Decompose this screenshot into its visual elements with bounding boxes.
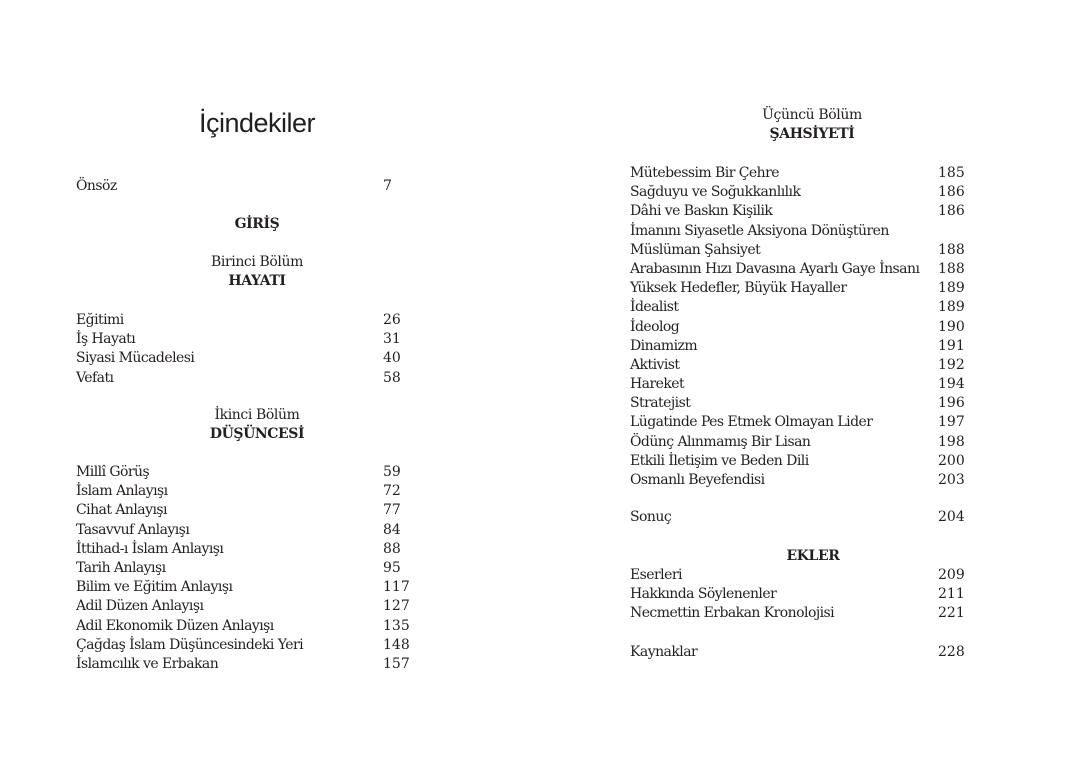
sonuc-entry xyxy=(630,508,965,527)
toc-entry xyxy=(630,585,965,604)
entry-label: Aktivist xyxy=(630,356,680,373)
toc-entry xyxy=(630,222,962,241)
entry-page xyxy=(938,222,962,241)
entry-page: 186 xyxy=(938,203,965,220)
toc-entry xyxy=(76,597,410,616)
entry-label: Müslüman Şahsiyet xyxy=(630,241,761,258)
entry-page: 203 xyxy=(938,472,965,488)
toc-entry xyxy=(76,578,410,597)
entry-page: 211 xyxy=(938,586,965,603)
entry-label: Stratejist xyxy=(630,395,691,412)
part3-title: ŞAHSİYETİ xyxy=(769,126,855,142)
toc-entry xyxy=(630,604,965,623)
entry-page: 192 xyxy=(938,356,965,373)
entry-label: İdealist xyxy=(630,299,679,316)
entry-label: Lügatinde Pes Etmek Olmayan Lider xyxy=(630,414,873,431)
ekler-title: EKLER xyxy=(786,548,840,564)
toc-entry xyxy=(76,311,407,330)
toc-entry xyxy=(630,183,965,202)
entry-page: 157 xyxy=(383,655,410,672)
toc-entry xyxy=(630,394,965,413)
entry-label: Önsöz xyxy=(76,178,117,194)
entry-page: 185 xyxy=(938,165,965,181)
toc-entry xyxy=(76,482,407,501)
entry-label: Yüksek Hedefler, Büyük Hayaller xyxy=(630,280,847,297)
entry-label: Ödünç Alınmamış Bir Lisan xyxy=(630,433,811,450)
entry-label: Vefatı xyxy=(76,369,114,386)
toc-entry xyxy=(76,559,407,578)
toc-entry xyxy=(630,298,965,317)
entry-page: 84 xyxy=(383,521,401,538)
toc-entry xyxy=(76,636,410,655)
giris-heading xyxy=(76,215,438,234)
entry-label: Necmettin Erbakan Kronolojisi xyxy=(630,605,835,622)
entry-label: Kaynaklar xyxy=(630,644,698,660)
entry-label: İslam Anlayışı xyxy=(76,483,168,500)
entry-page: 186 xyxy=(938,184,965,201)
entry-page: 209 xyxy=(938,567,965,583)
entry-label: Tarih Anlayışı xyxy=(76,559,166,576)
toc-entry xyxy=(76,501,407,520)
entry-label: Adil Düzen Anlayışı xyxy=(76,598,204,615)
ekler-list xyxy=(630,566,965,624)
entry-page: 127 xyxy=(383,598,410,615)
entry-label: Siyasi Mücadelesi xyxy=(76,350,195,367)
entry-label: Eserleri xyxy=(630,567,682,583)
entry-page: 221 xyxy=(938,605,965,622)
part2-subtitle: İkinci Bölüm xyxy=(214,407,300,423)
entry-page: 72 xyxy=(383,483,401,500)
toc-entry xyxy=(630,356,965,375)
entry-label: Osmanlı Beyefendisi xyxy=(630,472,765,488)
toc-title: İçindekiler xyxy=(198,108,316,138)
part1-title: HAYATI xyxy=(228,273,286,289)
toc-entry xyxy=(76,177,407,196)
part1-list xyxy=(76,311,407,388)
entry-label: Dinamizm xyxy=(630,337,698,354)
entry-label: Hareket xyxy=(630,376,685,393)
entry-page: 117 xyxy=(383,579,410,596)
entry-page: 189 xyxy=(938,280,965,297)
toc-entry xyxy=(630,164,965,183)
entry-label: Dâhi ve Baskın Kişilik xyxy=(630,203,773,220)
entry-label: Sağduyu ve Soğukkanlılık xyxy=(630,184,801,201)
entry-page: 135 xyxy=(383,617,410,634)
entry-page: 198 xyxy=(938,433,965,450)
toc-entry xyxy=(630,508,965,527)
toc-entry xyxy=(76,349,407,368)
entry-label: Adil Ekonomik Düzen Anlayışı xyxy=(76,617,274,634)
entry-page: 95 xyxy=(383,559,401,576)
toc-entry xyxy=(630,337,965,356)
entry-label: Arabasının Hızı Davasına Ayarlı Gaye İnsanı xyxy=(630,260,920,277)
toc-entry xyxy=(630,413,965,432)
toc-entry xyxy=(630,375,965,394)
part3-subtitle: Üçüncü Bölüm xyxy=(762,107,862,123)
entry-page: 148 xyxy=(383,636,410,653)
entry-page: 77 xyxy=(383,502,401,519)
entry-page: 88 xyxy=(383,540,401,557)
toc-entry xyxy=(630,643,965,662)
entry-label: Bilim ve Eğitim Anlayışı xyxy=(76,579,233,596)
part3-list xyxy=(630,164,965,490)
kaynaklar-entry xyxy=(630,643,965,662)
entry-page: 189 xyxy=(938,299,965,316)
part1-subtitle: Birinci Bölüm xyxy=(210,254,303,270)
entry-label: Cihat Anlayışı xyxy=(76,502,167,519)
entry-label: İmanını Siyasetle Aksiyona Dönüştüren xyxy=(630,222,889,239)
onsoz-entry xyxy=(76,177,407,196)
entry-page: 7 xyxy=(383,178,392,194)
entry-label: Etkili İletişim ve Beden Dili xyxy=(630,452,809,469)
entry-label: Mütebessim Bir Çehre xyxy=(630,165,779,181)
toc-entry xyxy=(630,279,965,298)
toc-entry xyxy=(76,655,410,674)
entry-page: 40 xyxy=(383,350,401,367)
entry-label: İttihad-ı İslam Anlayışı xyxy=(76,540,224,557)
entry-label: Eğitimi xyxy=(76,312,124,328)
toc-entry xyxy=(630,318,965,337)
entry-page: 190 xyxy=(938,318,965,335)
entry-page: 204 xyxy=(938,509,965,525)
part2-list xyxy=(76,463,410,674)
entry-page: 188 xyxy=(938,260,965,277)
entry-label: Millî Görüş xyxy=(76,464,150,480)
right-page xyxy=(536,0,1071,758)
toc-entry xyxy=(630,241,965,260)
entry-page: 228 xyxy=(938,644,965,660)
giris-title: GİRİŞ xyxy=(234,216,280,232)
toc-entry xyxy=(76,521,407,540)
entry-page: 31 xyxy=(383,331,401,348)
toc-entry xyxy=(630,260,965,279)
entry-label: Tasavvuf Anlayışı xyxy=(76,521,190,538)
entry-label: İdeolog xyxy=(630,318,680,335)
entry-label: İslamcılık ve Erbakan xyxy=(76,655,219,672)
entry-page: 196 xyxy=(938,395,965,412)
toc-entry xyxy=(76,330,407,349)
toc-entry xyxy=(630,452,965,471)
entry-page: 197 xyxy=(938,414,965,431)
toc-entry xyxy=(630,566,965,585)
toc-entry xyxy=(76,463,407,482)
entry-page: 191 xyxy=(938,337,965,354)
ekler-heading xyxy=(630,547,996,566)
entry-page: 194 xyxy=(938,376,965,393)
part2-title: DÜŞÜNCESİ xyxy=(209,426,305,442)
toc-entry xyxy=(630,433,965,452)
part1-heading xyxy=(76,253,438,291)
entry-label: Sonuç xyxy=(630,509,672,525)
part2-heading xyxy=(76,406,438,444)
entry-page: 58 xyxy=(383,369,401,386)
entry-page: 188 xyxy=(938,241,965,258)
entry-page: 59 xyxy=(383,464,401,480)
toc-entry xyxy=(76,540,407,559)
entry-page: 200 xyxy=(938,452,965,469)
entry-label: Çağdaş İslam Düşüncesindeki Yeri xyxy=(76,636,304,653)
entry-label: İş Hayatı xyxy=(76,331,136,348)
toc-entry xyxy=(630,471,965,490)
left-page xyxy=(0,0,535,758)
toc-entry xyxy=(76,617,410,636)
part3-heading xyxy=(631,106,993,144)
entry-label: Hakkında Söylenenler xyxy=(630,586,777,603)
entry-page: 26 xyxy=(383,312,401,328)
toc-entry xyxy=(76,369,407,388)
toc-entry xyxy=(630,202,965,221)
